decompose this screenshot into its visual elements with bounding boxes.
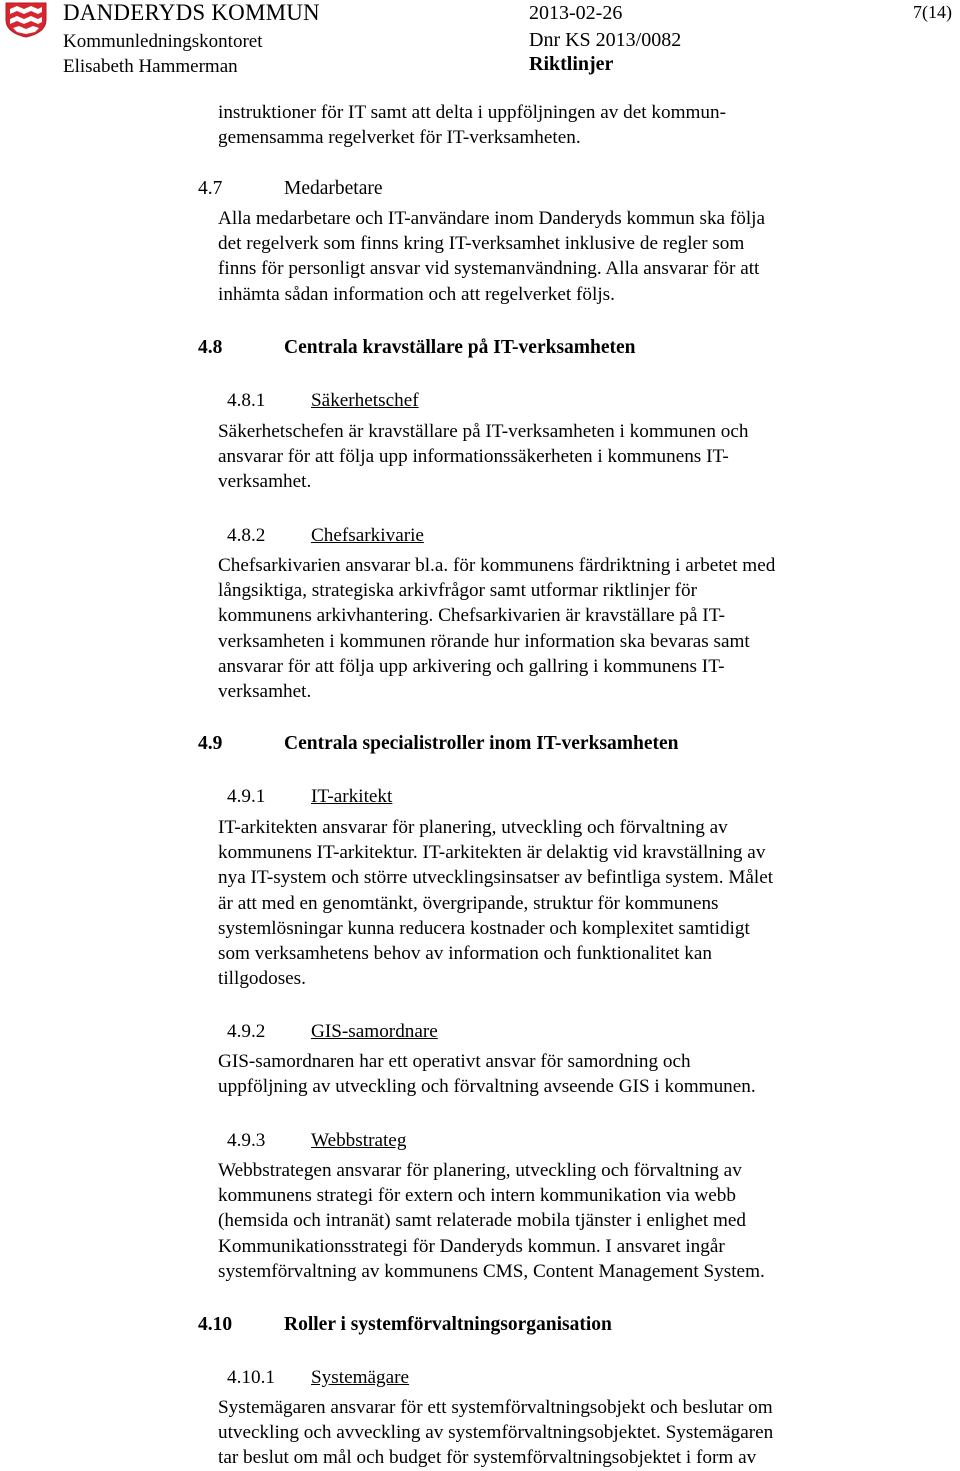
text-line: inhämta sådan information och att regelverket följs. (218, 283, 615, 305)
text-line: som verksamhetens behov av information och funktionalitet kan (218, 943, 712, 965)
subsection-number: 4.9.3 (227, 1130, 266, 1151)
section-title: Centrala kravställare på IT-verksamheten (284, 337, 636, 358)
text-line: Systemägaren ansvarar för ett systemförvaltningsobjekt och beslutar om (218, 1397, 773, 1418)
subsection-4-8-2-paragraph (218, 553, 858, 704)
text-line: kommunens strategi för extern och intern kommunikation via webb (218, 1185, 736, 1207)
section-title: Medarbetare (284, 178, 383, 199)
subsection-4-9-1-paragraph (218, 815, 858, 991)
page-header (0, 0, 960, 82)
text-line: GIS-samordnaren har ett operativt ansvar för samordning och (218, 1051, 691, 1072)
document-type: Riktlinjer (529, 53, 614, 75)
text-line: verksamhet. (218, 471, 312, 493)
text-line: ansvarar för att följa upp arkivering och gallring i kommunens IT- (218, 655, 725, 677)
text-line: är att med en genomtänkt, övergripande, struktur för kommunens (218, 892, 719, 914)
section-4-7-paragraph (218, 206, 858, 307)
text-line: ansvarar för att följa upp informationssäkerheten i kommunens IT- (218, 446, 729, 468)
subsection-title: IT-arkitekt (311, 786, 393, 807)
section-title: Centrala specialistroller inom IT-verksamheten (284, 733, 679, 754)
text-line: systemförvaltning av kommunens CMS, Content Management System. (218, 1260, 765, 1282)
text-line: gemensamma regelverket för IT-verksamheten. (218, 127, 581, 149)
subsection-number: 4.9.2 (227, 1021, 266, 1042)
text-line: Webbstrategen ansvarar för planering, utveckling och förvaltning av (218, 1160, 742, 1181)
section-heading-4-10 (198, 1312, 612, 1337)
text-line: långsiktiga, strategiska arkivfrågor samt utformar riktlinjer för (218, 580, 698, 602)
subsection-heading-4-9-3 (218, 1128, 406, 1153)
section-title: Roller i systemförvaltningsorganisation (284, 1314, 612, 1335)
subsection-number: 4.10.1 (227, 1367, 275, 1388)
text-line: verksamhet. (218, 681, 312, 703)
organization-name: DANDERYDS KOMMUN (63, 0, 320, 25)
text-line: det regelverk som finns kring IT-verksamhet inklusive de regler som (218, 233, 745, 255)
text-line: Chefsarkivarien ansvarar bl.a. för kommunens färdriktning i arbetet med (218, 555, 776, 576)
section-heading-4-7 (198, 176, 383, 201)
section-number: 4.10 (198, 1314, 233, 1335)
text-line: IT-arkitekten ansvarar för planering, utveckling och förvaltning av (218, 817, 728, 838)
subsection-number: 4.8.1 (227, 390, 266, 411)
section-heading-4-8 (198, 335, 636, 360)
text-line: Kommunikationsstrategi för Danderyds kommun. I ansvaret ingår (218, 1235, 725, 1257)
text-line: Säkerhetschefen är kravställare på IT-verksamheten i kommunen och (218, 421, 749, 442)
text-line: instruktioner för IT samt att delta i uppföljningen av det kommun- (218, 102, 727, 123)
subsection-heading-4-9-2 (218, 1019, 438, 1044)
text-line: finns för personligt ansvar vid systemanvändning. Alla ansvarar för att (218, 258, 760, 280)
case-number: Dnr KS 2013/0082 (529, 29, 682, 51)
section-number: 4.7 (198, 178, 223, 199)
text-line: nya IT-system och större utvecklingsinsatser av befintliga system. Målet (218, 867, 774, 889)
subsection-title: GIS-samordnare (311, 1021, 438, 1042)
subsection-4-9-3-paragraph (218, 1158, 858, 1284)
subsection-4-10-1-paragraph (218, 1395, 858, 1471)
text-line: Alla medarbetare och IT-användare inom Danderyds kommun ska följa (218, 208, 766, 229)
text-line: verksamheten i kommunen rörande hur information ska bevaras samt (218, 630, 750, 652)
department-name: Kommunledningskontoret (63, 31, 263, 52)
subsection-heading-4-9-1 (218, 784, 392, 809)
section-number: 4.8 (198, 337, 223, 358)
text-line: (hemsida och intranät) samt relaterade mobila tjänster i enlighet med (218, 1210, 746, 1232)
text-line: utveckling och avveckling av systemförvaltningsobjektet. Systemägaren (218, 1422, 774, 1444)
section-heading-4-9 (198, 731, 679, 756)
text-line: tar beslut om mål och budget för systemförvaltningsobjektet i form av (218, 1447, 757, 1469)
subsection-heading-4-8-2 (218, 523, 424, 548)
page-number: 7(14) (913, 2, 952, 22)
subsection-title: Systemägare (311, 1367, 410, 1388)
document-date: 2013-02-26 (529, 2, 623, 24)
text-line: systemlösningar kunna reducera kostnader och komplexitet samtidigt (218, 917, 750, 939)
subsection-4-8-1-paragraph (218, 419, 858, 495)
text-line: kommunens arkivhantering. Chefsarkivarien är kravställare på IT- (218, 605, 726, 627)
text-line: tillgodoses. (218, 968, 306, 990)
text-line: kommunens IT-arkitektur. IT-arkitekten är delaktig vid kravställning av (218, 842, 766, 864)
subsection-4-9-2-paragraph (218, 1049, 858, 1099)
subsection-title: Säkerhetschef (311, 390, 419, 411)
text-line: uppföljning av utveckling och förvaltning avseende GIS i kommunen. (218, 1076, 756, 1098)
subsection-title: Chefsarkivarie (311, 525, 424, 546)
subsection-heading-4-10-1 (218, 1365, 409, 1390)
intro-paragraph (218, 100, 858, 150)
subsection-number: 4.9.1 (227, 786, 266, 807)
municipality-coat-of-arms-logo (5, 2, 47, 38)
subsection-number: 4.8.2 (227, 525, 266, 546)
section-number: 4.9 (198, 733, 223, 754)
subsection-heading-4-8-1 (218, 388, 419, 413)
subsection-title: Webbstrateg (311, 1130, 407, 1151)
author-name: Elisabeth Hammerman (63, 56, 238, 77)
